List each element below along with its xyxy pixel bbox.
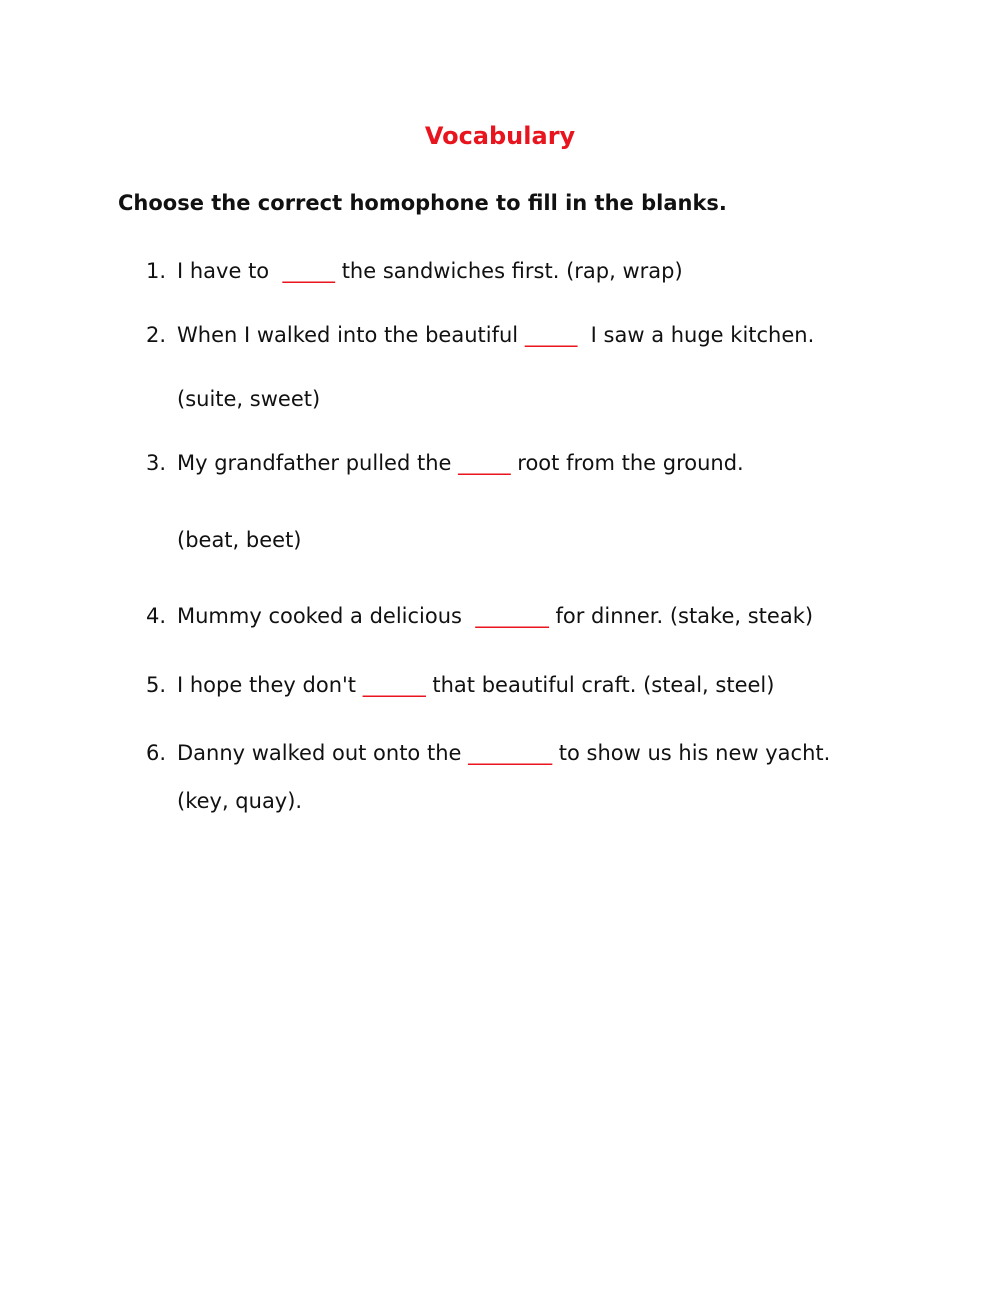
question-1 — [146, 255, 683, 287]
question-number: 5. — [146, 673, 167, 697]
question-5 — [146, 669, 774, 701]
question-number: 2. — [146, 323, 167, 347]
question-2-options: (suite, sweet) — [177, 387, 321, 411]
question-text-after: that beautiful craft. (steal, steel) — [425, 673, 775, 697]
question-number: 1. — [146, 259, 167, 283]
question-number: 3. — [146, 451, 167, 475]
question-number: 6. — [146, 741, 167, 765]
answer-blank[interactable]: _____ — [524, 323, 578, 347]
question-6 — [146, 737, 830, 769]
question-number: 4. — [146, 604, 167, 628]
question-3-options: (beat, beet) — [177, 528, 302, 552]
answer-blank[interactable]: _______ — [475, 604, 549, 628]
question-text-after: I saw a huge kitchen. — [577, 323, 815, 347]
question-text-after: the sandwiches first. (rap, wrap) — [335, 259, 683, 283]
question-3 — [146, 447, 744, 479]
question-text-after: root from the ground. — [510, 451, 744, 475]
question-text-before: I have to — [177, 259, 283, 283]
question-2 — [146, 319, 814, 351]
answer-blank[interactable]: ______ — [362, 673, 426, 697]
answer-blank[interactable]: ________ — [468, 741, 553, 765]
question-text-before: Mummy cooked a delicious — [177, 604, 476, 628]
answer-blank[interactable]: _____ — [282, 259, 336, 283]
question-text-after: to show us his new yacht. — [552, 741, 831, 765]
instruction-text: Choose the correct homophone to fill in the blanks. — [118, 191, 727, 215]
question-text-before: My grandfather pulled the — [177, 451, 459, 475]
answer-blank[interactable]: _____ — [458, 451, 511, 475]
question-text-before: I hope they don't — [177, 673, 363, 697]
question-6-options: (key, quay). — [177, 789, 303, 813]
question-text-after: for dinner. (stake, steak) — [548, 604, 814, 628]
question-4 — [146, 600, 813, 632]
page-title: Vocabulary — [424, 122, 576, 150]
question-text-before: When I walked into the beautiful — [177, 323, 525, 347]
question-text-before: Danny walked out onto the — [177, 741, 469, 765]
